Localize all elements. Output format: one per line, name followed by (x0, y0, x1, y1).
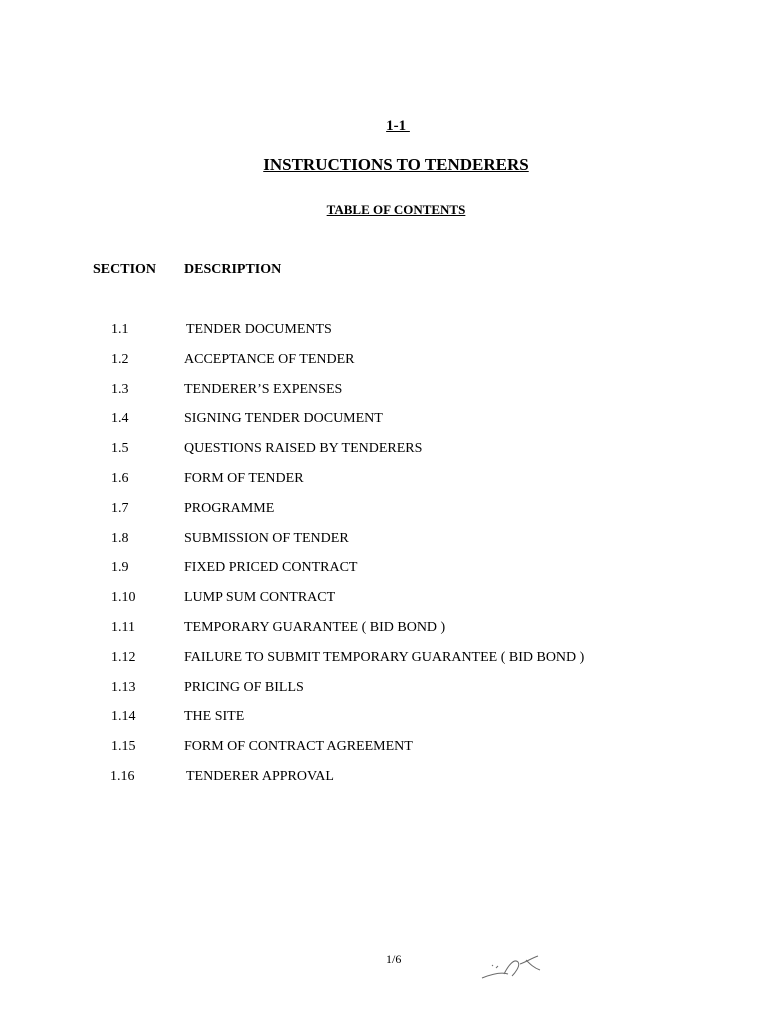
signature-image (474, 944, 554, 988)
toc-list (0, 322, 768, 799)
toc-entry-description: TENDER DOCUMENTS (186, 322, 332, 337)
toc-entry-description: PROGRAMME (184, 500, 275, 516)
toc-entry (0, 769, 768, 799)
toc-entry-description: TEMPORARY GUARANTEE ( BID BOND ) (184, 619, 446, 635)
toc-entry-description: TENDERER APPROVAL (186, 768, 334, 784)
toc-entry-number: 1.10 (111, 590, 136, 606)
page-title: INSTRUCTIONS TO TENDERERS (263, 155, 529, 174)
toc-entry-description: FIXED PRICED CONTRACT (184, 560, 358, 576)
toc-entry (0, 352, 768, 382)
toc-entry-description: TENDERER’S EXPENSES (184, 381, 343, 397)
toc-entry-description: FORM OF TENDER (184, 470, 304, 486)
toc-entry-number: 1.5 (111, 441, 129, 457)
toc-entry-number: 1.11 (111, 619, 135, 635)
toc-entry-description: THE SITE (184, 709, 245, 725)
toc-entry-number: 1.4 (111, 411, 129, 427)
toc-entry (0, 411, 768, 441)
page-footer-number: 1/6 (386, 952, 402, 966)
toc-entry-number: 1.9 (111, 560, 129, 576)
toc-entry-description: FORM OF CONTRACT AGREEMENT (184, 739, 413, 755)
toc-entry-number: 1.8 (111, 530, 129, 546)
toc-entry (0, 560, 768, 590)
toc-entry (0, 680, 768, 710)
toc-entry (0, 471, 768, 501)
toc-entry (0, 620, 768, 650)
toc-entry-number: 1.2 (111, 351, 129, 367)
toc-entry-number: 1.1 (111, 322, 129, 337)
description-column-header: DESCRIPTION (184, 262, 282, 277)
toc-entry (0, 709, 768, 739)
toc-entry-number: 1.7 (111, 500, 129, 516)
toc-entry (0, 382, 768, 412)
toc-entry-number: 1.14 (111, 709, 136, 725)
toc-entry-number: 1.6 (111, 470, 129, 486)
section-number: 1-1 (386, 118, 410, 134)
toc-entry (0, 590, 768, 620)
toc-entry-description: ACCEPTANCE OF TENDER (184, 351, 355, 367)
section-column-header: SECTION (93, 262, 157, 277)
toc-entry (0, 441, 768, 471)
toc-entry (0, 650, 768, 680)
toc-entry-number: 1.3 (111, 381, 129, 397)
toc-entry-description: QUESTIONS RAISED BY TENDERERS (184, 441, 423, 457)
toc-entry-number: 1.15 (111, 739, 136, 755)
toc-entry-number: 1.13 (111, 679, 136, 695)
toc-entry (0, 322, 768, 352)
toc-entry (0, 739, 768, 769)
toc-entry-number: 1.16 (110, 768, 135, 784)
toc-entry-description: FAILURE TO SUBMIT TEMPORARY GUARANTEE ( BID BOND ) (184, 649, 585, 665)
toc-entry (0, 501, 768, 531)
toc-entry-description: SUBMISSION OF TENDER (184, 530, 349, 546)
toc-entry (0, 531, 768, 561)
toc-entry-number: 1.12 (111, 649, 136, 665)
toc-title: TABLE OF CONTENTS (326, 202, 466, 217)
toc-entry-description: LUMP SUM CONTRACT (184, 590, 336, 606)
toc-entry-description: PRICING OF BILLS (184, 679, 304, 695)
toc-entry-description: SIGNING TENDER DOCUMENT (184, 411, 383, 427)
